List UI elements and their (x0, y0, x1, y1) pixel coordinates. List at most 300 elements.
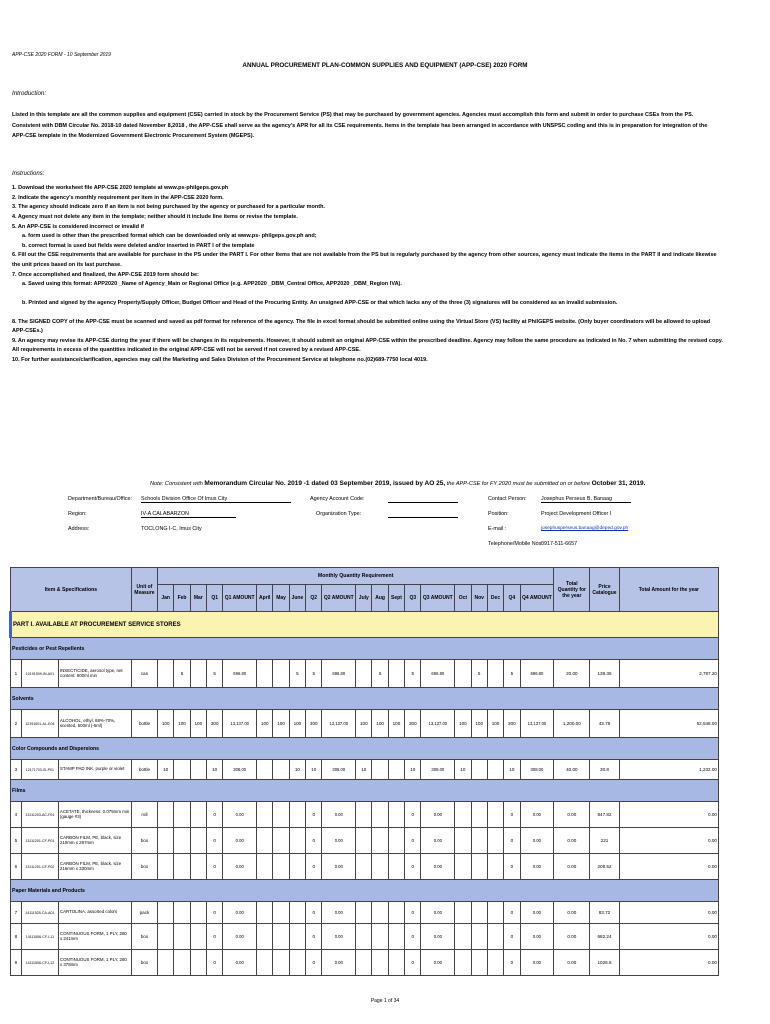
total-quantity: 0.00 (554, 924, 590, 950)
quarter-amount: 0.00 (520, 924, 554, 950)
quarter-amount: 13,137.00 (421, 710, 455, 738)
quarter-amount: 0.00 (520, 854, 554, 880)
instruction-8: 8. The SIGNED COPY of the APP-CSE must be scanned and saved as pdf format for reference of the agency. The file in excel format should be submitted online using the Virtual Store (VS) facility at PhilGEPS website. (Only buyer coordinators will be allowed to upload APP-CSEs.) (12, 318, 711, 335)
quarter-total: 0 (306, 802, 322, 828)
month-qty-input[interactable]: 100 (487, 710, 503, 738)
note-prefix: Note: Consistent with (150, 481, 203, 487)
month-header-16: Nov (471, 585, 487, 612)
month-qty-input[interactable]: 100 (388, 710, 404, 738)
month-qty-input[interactable] (174, 802, 190, 828)
quarter-amount: 0.00 (520, 950, 554, 976)
category-label: Pesticides or Pest Repellents (11, 638, 719, 660)
month-qty-input[interactable] (158, 950, 174, 976)
quarter-total: 10 (207, 760, 223, 780)
month-qty-input[interactable]: 100 (356, 710, 372, 738)
month-qty-input[interactable]: 5 (289, 660, 305, 688)
table-row (11, 660, 719, 688)
month-qty-input[interactable] (190, 924, 206, 950)
quarter-total: 5 (405, 660, 421, 688)
month-qty-input[interactable] (388, 950, 404, 976)
total-quantity: 0.00 (554, 802, 590, 828)
instruction-10: 10. For further assistance/clarification, agencies may call the Marketing and Sales Division of the Procurement Service at telephone no.(02)689-7750 local 4019. (12, 357, 428, 363)
month-header-7: June (289, 585, 305, 612)
month-qty-input[interactable] (190, 660, 206, 688)
quarter-total: 10 (504, 760, 520, 780)
month-qty-input[interactable] (487, 924, 503, 950)
account-code-field[interactable] (388, 496, 458, 503)
total-amount: 0.00 (619, 950, 718, 976)
month-qty-input[interactable] (257, 950, 273, 976)
item-number: 2 (11, 710, 22, 738)
month-qty-input[interactable] (372, 902, 388, 924)
region-label: Region: (68, 511, 87, 517)
address-label: Address: (68, 526, 90, 532)
table-row (11, 902, 719, 924)
quarter-total: 5 (207, 660, 223, 688)
instruction-7a: a. Saved using this format: APP2020 _Name of Agency_Main or Regional Office (e.g. APP2020 _DBM_Central Office, APP2020 _DBM_Region IVA). (22, 281, 402, 288)
month-qty-input[interactable] (273, 902, 289, 924)
month-qty-input[interactable] (289, 828, 305, 854)
quarter-total: 0 (405, 924, 421, 950)
category-row (11, 780, 719, 802)
item-description: CONTINUOUS FORM, 1 PLY, 280 x 378mm (58, 950, 131, 976)
month-qty-input[interactable]: 100 (372, 710, 388, 738)
org-type-label: Organization Type: (316, 511, 362, 517)
item-description: CARBON FILM, PE, black, size 210mm x 297mm (58, 828, 131, 854)
quarter-total: 0 (405, 802, 421, 828)
quarter-total: 0 (405, 950, 421, 976)
quarter-amount: 0.00 (322, 924, 356, 950)
item-description: CARTOLINA, assorted colors (58, 902, 131, 924)
unit-of-measure: roll (131, 802, 157, 828)
month-qty-input[interactable] (190, 828, 206, 854)
item-description: CARBON FILM, PE, black, size 216mm x 330mm (58, 854, 131, 880)
category-row (11, 688, 719, 710)
table-row (11, 950, 719, 976)
month-qty-input[interactable] (356, 660, 372, 688)
quarter-total: 300 (405, 710, 421, 738)
item-code: 12191601-AL-E04 (21, 710, 58, 738)
month-qty-input[interactable] (257, 802, 273, 828)
item-number: 3 (11, 760, 22, 780)
month-qty-input[interactable] (455, 828, 471, 854)
item-code: 10191509-IN-A01 (21, 660, 58, 688)
month-qty-input[interactable] (190, 802, 206, 828)
item-number: 8 (11, 924, 22, 950)
quarter-amount: 0.00 (223, 950, 257, 976)
month-header-10: July (356, 585, 372, 612)
month-qty-input[interactable] (356, 902, 372, 924)
month-qty-input[interactable] (388, 802, 404, 828)
contact-person-value[interactable]: Josephus Perseus B. Banaag (541, 496, 631, 503)
item-number: 9 (11, 950, 22, 976)
month-qty-input[interactable] (190, 950, 206, 976)
header-item-specifications: Item & Specifications (11, 568, 132, 612)
item-description: INSECTICIDE, aerosol type, net content: 600ml min (58, 660, 131, 688)
item-number: 1 (11, 660, 22, 688)
month-qty-input[interactable] (158, 828, 174, 854)
instruction-9: 9. An agency may revise its APP-CSE during the year if there will be changes in its requirements. However, it should submit an original APP-CSE within the prescribed deadline. Agency may follow the same procedure as indicated in No. 7 when submitting the revised copy. (12, 337, 723, 344)
total-amount: 0.00 (619, 802, 718, 828)
header-total-amount: Total Amount for the year (619, 568, 718, 612)
month-header-5: April (257, 585, 273, 612)
item-number: 6 (11, 854, 22, 880)
month-qty-input[interactable] (257, 660, 273, 688)
month-qty-input[interactable] (487, 902, 503, 924)
month-qty-input[interactable] (257, 902, 273, 924)
phone-value[interactable]: 0917-511-6657 (541, 541, 578, 547)
month-qty-input[interactable] (388, 854, 404, 880)
instruction-9b: All requirements in excess of the quantities indicated in the original APP-CSE will not be served if not covered by a revised APP-CSE. (12, 347, 361, 354)
quarter-total: 300 (306, 710, 322, 738)
instruction-1: 1. Download the worksheet file APP-CSE 2020 template at www.ps-philgeps.gov.ph (12, 185, 229, 191)
part-i-row (11, 612, 719, 638)
month-qty-input[interactable] (487, 854, 503, 880)
price-catalogue: 30.8 (590, 760, 619, 780)
month-qty-input[interactable] (372, 802, 388, 828)
month-qty-input[interactable]: 10 (455, 760, 471, 780)
month-qty-input[interactable] (372, 828, 388, 854)
month-header-8: Q2 (306, 585, 322, 612)
form-version-line: APP-CSE 2020 FORM - 10 September 2019 (12, 52, 111, 58)
item-code: 14111506-CF-L12 (21, 950, 58, 976)
item-code: 13111201-CF-P01 (21, 828, 58, 854)
price-catalogue: 83.72 (590, 902, 619, 924)
quarter-amount: 0.00 (322, 828, 356, 854)
quarter-total: 0 (207, 924, 223, 950)
month-qty-input[interactable] (190, 760, 206, 780)
quarter-total: 0 (207, 902, 223, 924)
email-label: E-mail : (488, 526, 507, 532)
quarter-amount: 0.00 (223, 924, 257, 950)
month-header-15: Oct (455, 585, 471, 612)
month-header-19: Q4 AMOUNT (520, 585, 554, 612)
table-row (11, 802, 719, 828)
month-qty-input[interactable] (455, 902, 471, 924)
region-value[interactable]: IV-A CALABARZON (141, 511, 236, 518)
quarter-amount: 696.80 (421, 660, 455, 688)
month-qty-input[interactable] (455, 802, 471, 828)
item-description: ACETATE, thickness: 0.075mm min (gauge #3) (58, 802, 131, 828)
month-qty-input[interactable]: 5 (174, 660, 190, 688)
month-qty-input[interactable]: 5 (471, 660, 487, 688)
quarter-amount: 0.00 (421, 828, 455, 854)
phone-label: Telephone/Mobile Nos: (488, 541, 543, 547)
item-description: ALCOHOL, ethyl, 68%-70%, scented, 500ml (-5ml) (58, 710, 131, 738)
month-qty-input[interactable] (257, 828, 273, 854)
item-code: 13111203-AC-F01 (21, 802, 58, 828)
month-qty-input[interactable] (471, 760, 487, 780)
category-row (11, 880, 719, 902)
table-row (11, 828, 719, 854)
month-qty-input[interactable] (455, 950, 471, 976)
quarter-amount: 0.00 (421, 854, 455, 880)
quarter-total: 300 (504, 710, 520, 738)
quarter-amount: 308.00 (421, 760, 455, 780)
quarter-amount: 13,137.00 (520, 710, 554, 738)
month-qty-input[interactable] (158, 854, 174, 880)
quarter-amount: 0.00 (520, 902, 554, 924)
header-unit-of-measure: Unit of Measure (131, 568, 157, 612)
month-header-13: Q3 (405, 585, 421, 612)
month-qty-input[interactable]: 100 (455, 710, 471, 738)
month-qty-input[interactable] (190, 854, 206, 880)
category-label: Color Compounds and Dispersions (11, 738, 719, 760)
quarter-total: 0 (207, 828, 223, 854)
month-qty-input[interactable] (356, 828, 372, 854)
month-qty-input[interactable] (273, 802, 289, 828)
org-type-field[interactable] (388, 511, 458, 518)
month-qty-input[interactable] (388, 902, 404, 924)
price-catalogue: 221 (590, 828, 619, 854)
quarter-total: 0 (504, 854, 520, 880)
month-qty-input[interactable] (356, 924, 372, 950)
quarter-amount: 308.00 (520, 760, 554, 780)
instruction-6: 6. Fill out the CSE requirements that are available for purchase in the PS under the PART I. For other Items that are not available from the PS but is regularly purchased by the agency from other sources, agency must indicate the items in the PART II and indicate likewise the unit prices based on its last purchase. (12, 252, 717, 268)
month-qty-input[interactable] (471, 902, 487, 924)
month-qty-input[interactable]: 10 (289, 760, 305, 780)
quarter-total: 0 (405, 902, 421, 924)
month-qty-input[interactable] (174, 902, 190, 924)
month-qty-input[interactable] (356, 950, 372, 976)
total-amount: 2,787.20 (619, 660, 718, 688)
introduction-text: Listed in this template are all the common supplies and equipment (CSE) carried in stock by the Procurement Service (PS) that may be purchased by government agencies. Agencies must accomplish this form and submit in order to purchase CSEs from the PS. Consistent with DBM Circular No. 2018-10 dated November 8,2018 , the APP-CSE shall serve as the agency's APR for all its CSE requirements. Items in the template has been arranged in accordance with UNSPSC coding and this is in preparation for integration of the APP-CSE template in the Modernized Government Electronic Procurement System (MGEPS). (12, 112, 708, 140)
month-header-6: May (273, 585, 289, 612)
quarter-amount: 0.00 (223, 902, 257, 924)
month-qty-input[interactable] (471, 854, 487, 880)
quarter-total: 300 (207, 710, 223, 738)
month-qty-input[interactable] (455, 854, 471, 880)
month-qty-input[interactable] (372, 950, 388, 976)
table-row (11, 760, 719, 780)
instruction-2: 2. Indicate the agency's monthly requirement per item in the APP-CSE 2020 form. (12, 194, 224, 201)
instruction-5b: b. correct format is used but fields were deleted and/or inserted in PART I of the template (22, 242, 255, 249)
price-catalogue: 847.82 (590, 802, 619, 828)
month-qty-input[interactable] (174, 760, 190, 780)
quarter-total: 0 (504, 828, 520, 854)
page-number: Page 1 of 34 (370, 998, 400, 1004)
position-label: Position: (488, 511, 509, 517)
month-qty-input[interactable] (289, 950, 305, 976)
month-qty-input[interactable] (471, 950, 487, 976)
month-qty-input[interactable] (158, 802, 174, 828)
price-catalogue: 208.52 (590, 854, 619, 880)
table-row (11, 924, 719, 950)
unit-of-measure: box (131, 950, 157, 976)
total-quantity: 20.00 (554, 660, 590, 688)
unit-of-measure: box (131, 924, 157, 950)
total-amount: 0.00 (619, 854, 718, 880)
department-label: Department/Bureau/Office: (68, 496, 133, 502)
note-deadline: October 31, 2019. (591, 480, 646, 487)
email-value[interactable]: josephusperseus.banaag@deped.gov.ph (541, 526, 629, 531)
month-qty-input[interactable] (190, 902, 206, 924)
price-catalogue: 682.24 (590, 924, 619, 950)
month-qty-input[interactable] (372, 854, 388, 880)
month-qty-input[interactable] (273, 828, 289, 854)
month-qty-input[interactable] (388, 660, 404, 688)
category-row (11, 638, 719, 660)
month-qty-input[interactable] (257, 854, 273, 880)
quarter-total: 0 (306, 924, 322, 950)
total-amount: 1,232.00 (619, 760, 718, 780)
month-header-3: Q1 (207, 585, 223, 612)
month-qty-input[interactable] (273, 854, 289, 880)
quarter-amount: 696.80 (520, 660, 554, 688)
month-qty-input[interactable] (356, 854, 372, 880)
quarter-total: 0 (405, 828, 421, 854)
month-qty-input[interactable] (388, 760, 404, 780)
price-catalogue: 1026.6 (590, 950, 619, 976)
instruction-5a: a. form used is other than the prescribed format which can be downloaded only at www.ps- philgeps.gov.ph and; (22, 233, 317, 240)
month-qty-input[interactable] (487, 802, 503, 828)
month-header-9: Q2 AMOUNT (322, 585, 356, 612)
month-qty-input[interactable] (471, 924, 487, 950)
quarter-amount: 0.00 (421, 902, 455, 924)
month-qty-input[interactable]: 10 (356, 760, 372, 780)
quarter-total: 0 (306, 828, 322, 854)
submission-note (150, 480, 645, 487)
month-qty-input[interactable]: 10 (158, 760, 174, 780)
quarter-total: 5 (504, 660, 520, 688)
month-qty-input[interactable]: 100 (190, 710, 206, 738)
month-qty-input[interactable] (388, 828, 404, 854)
total-amount: 0.00 (619, 924, 718, 950)
quarter-total: 0 (207, 854, 223, 880)
quarter-amount: 696.80 (322, 660, 356, 688)
month-qty-input[interactable] (455, 660, 471, 688)
header-monthly-quantity: Monthly Quantity Requirement (158, 568, 554, 585)
total-quantity: 1,200.00 (554, 710, 590, 738)
month-qty-input[interactable] (174, 924, 190, 950)
month-header-2: Mar (190, 585, 206, 612)
department-value[interactable]: Schools Division Office Of Imus City (141, 496, 291, 503)
requirements-table (9, 567, 719, 976)
month-qty-input[interactable] (158, 924, 174, 950)
month-qty-input[interactable] (388, 924, 404, 950)
quarter-amount: 0.00 (322, 950, 356, 976)
header-price-catalogue: Price Catalogue (590, 568, 619, 612)
quarter-amount: 0.00 (520, 828, 554, 854)
month-qty-input[interactable] (158, 660, 174, 688)
month-qty-input[interactable] (273, 760, 289, 780)
month-qty-input[interactable]: 100 (257, 710, 273, 738)
address-value[interactable]: TOCLONG I-C, Imus City (141, 526, 202, 532)
quarter-amount: 0.00 (421, 802, 455, 828)
header-row-1 (11, 568, 719, 585)
month-header-0: Jan (158, 585, 174, 612)
note-circular: Memorandum Circular No. 2019 -1 dated 03 September 2019, issued by AO 25, (204, 480, 446, 487)
month-qty-input[interactable]: 100 (174, 710, 190, 738)
month-qty-input[interactable]: 5 (372, 660, 388, 688)
month-qty-input[interactable]: 100 (289, 710, 305, 738)
quarter-total: 0 (207, 802, 223, 828)
month-qty-input[interactable] (289, 902, 305, 924)
item-code: 12171703-SI-P01 (21, 760, 58, 780)
quarter-total: 0 (504, 924, 520, 950)
unit-of-measure: bottle (131, 710, 157, 738)
month-qty-input[interactable] (273, 950, 289, 976)
month-qty-input[interactable] (487, 950, 503, 976)
quarter-amount: 0.00 (223, 828, 257, 854)
quarter-amount: 13,137.00 (223, 710, 257, 738)
unit-of-measure: can (131, 660, 157, 688)
document-title: ANNUAL PROCUREMENT PLAN-COMMON SUPPLIES AND EQUIPMENT (APP-CSE) 2020 FORM (242, 62, 528, 69)
instruction-4: 4. Agency must not delete any item in the template; neither should it include line items or revise the template. (12, 213, 298, 220)
month-qty-input[interactable] (372, 760, 388, 780)
month-qty-input[interactable] (356, 802, 372, 828)
total-amount: 0.00 (619, 902, 718, 924)
instruction-7: 7. Once accomplished and finalized, the APP-CSE 2019 form should be: (12, 271, 199, 278)
month-qty-input[interactable] (257, 760, 273, 780)
quarter-amount: 696.80 (223, 660, 257, 688)
month-qty-input[interactable] (471, 828, 487, 854)
quarter-total: 0 (207, 950, 223, 976)
price-catalogue: 43.79 (590, 710, 619, 738)
unit-of-measure: box (131, 828, 157, 854)
total-quantity: 0.00 (554, 950, 590, 976)
month-qty-input[interactable] (487, 660, 503, 688)
month-qty-input[interactable] (289, 802, 305, 828)
month-qty-input[interactable] (455, 924, 471, 950)
month-qty-input[interactable] (158, 902, 174, 924)
instruction-7b: b. Printed and signed by the agency Property/Supply Officer, Budget Officer and Head of the Procuring Entity. An unsigned APP-CSE or that which lacks any of the three (3) signatures will be considered as an invalid submission. (22, 299, 618, 306)
category-label: Solvents (11, 688, 719, 710)
part-i-label: PART I. AVAILABLE AT PROCUREMENT SERVICE STORES (11, 612, 719, 638)
quarter-amount: 308.00 (322, 760, 356, 780)
month-header-11: Aug (372, 585, 388, 612)
unit-of-measure: box (131, 854, 157, 880)
position-value[interactable]: Project Development Officer I (541, 511, 612, 517)
month-qty-input[interactable] (289, 854, 305, 880)
item-code: 14111525-CA-A01 (21, 902, 58, 924)
quarter-amount: 13,137.00 (322, 710, 356, 738)
category-label: Films (11, 780, 719, 802)
month-qty-input[interactable] (273, 660, 289, 688)
instructions-heading: Instructions: (12, 171, 45, 177)
item-description: STAMP PAD INK, purple or violet (58, 760, 131, 780)
month-qty-input[interactable]: 100 (471, 710, 487, 738)
header-total-quantity: Total Quantity for the year (554, 568, 590, 612)
month-qty-input[interactable] (174, 950, 190, 976)
total-quantity: 0.00 (554, 902, 590, 924)
month-qty-input[interactable] (257, 924, 273, 950)
total-quantity: 0.00 (554, 828, 590, 854)
quarter-amount: 0.00 (223, 854, 257, 880)
month-qty-input[interactable] (174, 828, 190, 854)
month-header-12: Sept (388, 585, 404, 612)
month-qty-input[interactable] (471, 802, 487, 828)
total-quantity: 0.00 (554, 854, 590, 880)
item-number: 7 (11, 902, 22, 924)
month-qty-input[interactable] (487, 828, 503, 854)
month-qty-input[interactable] (289, 924, 305, 950)
month-qty-input[interactable] (372, 924, 388, 950)
month-qty-input[interactable]: 100 (273, 710, 289, 738)
quarter-total: 0 (504, 950, 520, 976)
quarter-amount: 308.00 (223, 760, 257, 780)
item-number: 5 (11, 828, 22, 854)
month-qty-input[interactable] (273, 924, 289, 950)
month-qty-input[interactable] (487, 760, 503, 780)
month-qty-input[interactable] (174, 854, 190, 880)
month-qty-input[interactable]: 100 (158, 710, 174, 738)
table-row (11, 710, 719, 738)
month-header-1: Feb (174, 585, 190, 612)
quarter-total: 0 (405, 854, 421, 880)
month-header-17: Dec (487, 585, 503, 612)
instruction-3: 3. The agency should indicate zero if an item is not being purchased by the agency or purchased for a particular month. (12, 204, 325, 211)
